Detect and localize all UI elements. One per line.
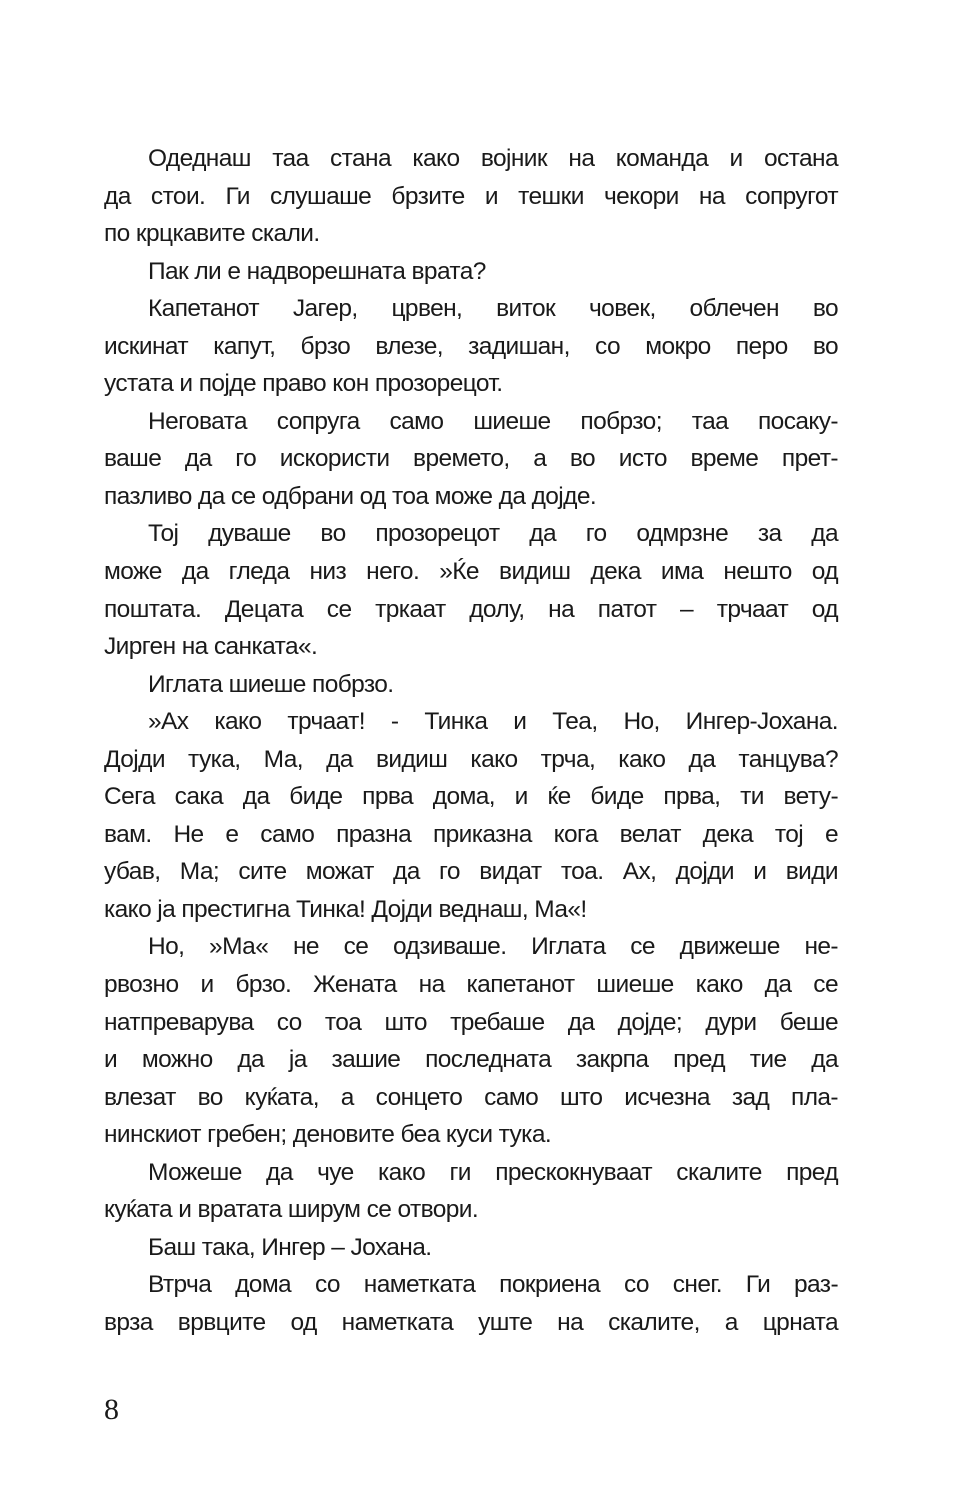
text-line: Можеше да чуе како ги прескокнуваат скалите пред [148, 1158, 838, 1186]
text-line: врза врвците од наметката уште на скалите, а црната [104, 1308, 838, 1336]
text-line: може да гледа низ него. »Ќе видиш дека има нешто од [104, 558, 838, 586]
text-line: влезат во куќата, а сонцето само што исчезна зад пла- [104, 1083, 838, 1111]
text-line: рвозно и брзо. Жената на капетанот шиеше како да се [104, 971, 838, 999]
text-line: устата и појде право кон прозорецот. [104, 370, 503, 398]
text-line: Јирген на санката«. [104, 633, 318, 661]
text-line: Неговата сопруга само шиеше побрзо; таа посаку- [148, 407, 838, 435]
text-line: Пак ли е надворешната врата? [148, 257, 486, 285]
text-line: како ја престигна Тинка! Дојди веднаш, Ма«! [104, 895, 587, 923]
page-number: 8 [104, 1393, 119, 1426]
text-line: куќата и вратата ширум се отвори. [104, 1196, 479, 1224]
text-line: Иглата шиеше побрзо. [148, 670, 394, 698]
text-line: Баш така, Ингер – Јохана. [148, 1233, 432, 1261]
text-line: натпреварува со тоа што требаше да дојде; дури беше [104, 1008, 838, 1036]
text-line: пазливо да се одбрани од тоа може да дојде. [104, 482, 597, 510]
text-line: Тој дуваше во прозорецот да го одмрзне за да [148, 520, 838, 548]
text-line: Капетанот Јагер, црвен, виток човек, облечен во [148, 295, 838, 323]
text-line: убав, Ма; сите можат да го видат тоа. Ах, дојди и види [104, 858, 838, 886]
text-line: ваше да го искористи времето, а во исто време прет- [104, 445, 838, 473]
text-line: »Ах како трчаат! - Тинка и Теа, Но, Ингер-Јохана. [148, 708, 838, 736]
text-line: по крцкавите скали. [104, 220, 320, 248]
text-line: Одеднаш таа стана како војник на команда и остана [148, 145, 838, 172]
text-line: нинскиот гребен; деновите беа куси тука. [104, 1121, 552, 1149]
text-line: Но, »Ма« не се одзиваше. Иглата се движеше не- [148, 933, 838, 961]
text-line: и можно да ја зашие последната закрпа пред тие да [104, 1046, 838, 1074]
text-line: Втрча дома со наметката покриена со снег. Ги раз- [148, 1271, 838, 1299]
text-line: да стои. Ги слушаше брзите и тешки чекори на сопругот [104, 182, 838, 210]
body-text [104, 140, 838, 1342]
text-line: искинат капут, брзо влезе, задишан, со мокро перо во [104, 332, 838, 360]
text-line: поштата. Децата се тркаат долу, на патот – трчаат од [104, 595, 838, 623]
text-line: вам. Не е само празна приказна кога велат дека тој е [104, 820, 838, 848]
text-line: Дојди тука, Ма, да видиш како трча, како да танцува? [104, 745, 838, 773]
text-line: Сега сака да биде прва дома, и ќе биде прва, ти вету- [104, 783, 838, 811]
